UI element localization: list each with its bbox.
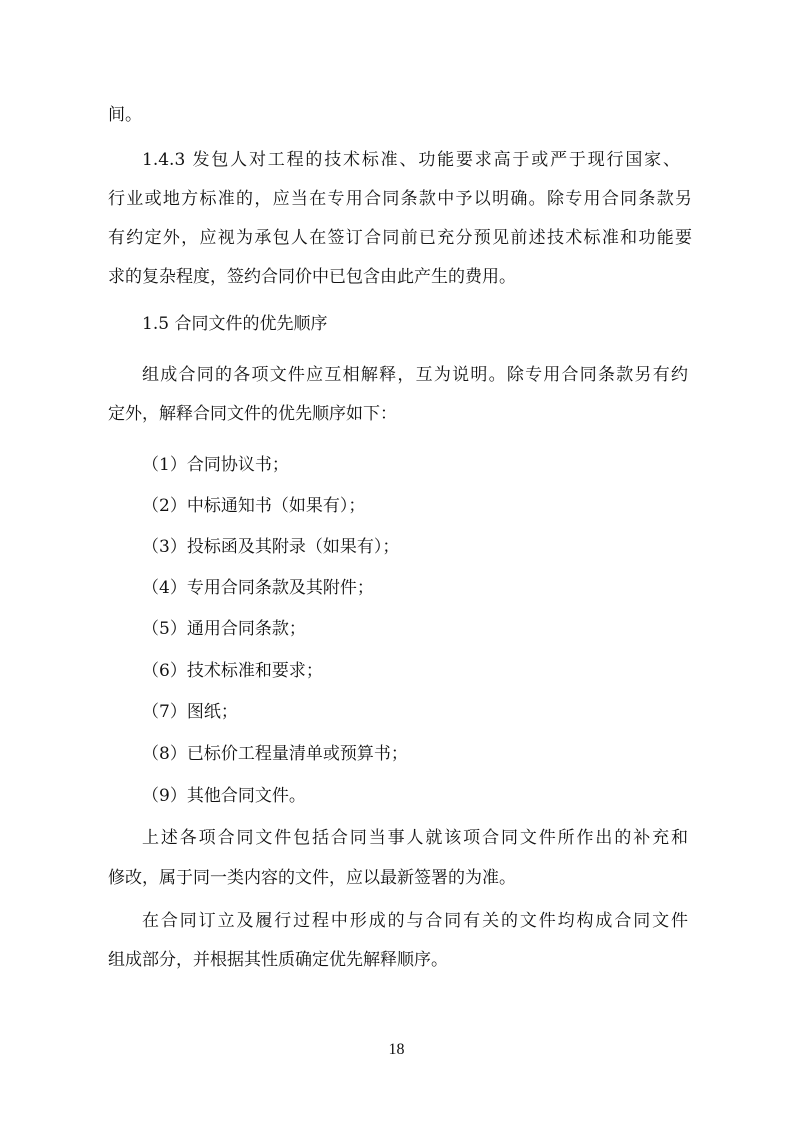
text-line: 定外，解释合同文件的优先顺序如下： (108, 404, 397, 424)
text-line: 间。 (108, 105, 142, 125)
text-line: 在合同订立及履行过程中形成的与合同有关的文件均构成合同文件 (142, 911, 688, 931)
text-line: 求的复杂程度，签约合同价中已包含由此产生的费用。 (108, 267, 516, 287)
text-line: 组成合同的各项文件应互相解释，互为说明。除专用合同条款另有约 (142, 365, 688, 385)
text-line: 修改，属于同一类内容的文件，应以最新签署的为准。 (108, 868, 516, 888)
text-line: 行业或地方标准的，应当在专用合同条款中予以明确。除专用合同条款另 (108, 189, 692, 209)
list-item: （7）图纸； (142, 702, 238, 722)
list-item: （3）投标函及其附录（如果有）； (142, 537, 400, 557)
list-item: （6）技术标准和要求； (142, 661, 323, 681)
list-item: （4）专用合同条款及其附件； (142, 578, 374, 598)
list-item: （5）通用合同条款； (142, 619, 306, 639)
list-item: （9）其他合同文件。 (142, 786, 306, 806)
list-item: （8）已标价工程量清单或预算书； (142, 744, 408, 764)
text-line: 组成部分，并根据其性质确定优先解释顺序。 (108, 950, 448, 970)
list-item: （2）中标通知书（如果有）； (142, 496, 366, 516)
list-item: （1）合同协议书； (142, 455, 289, 475)
section-1-4-3-line: 1.4.3 发包人对工程的技术标准、功能要求高于或严于现行国家、 (142, 150, 680, 170)
text-line: 上述各项合同文件包括合同当事人就该项合同文件所作出的补充和 (142, 828, 688, 848)
text-line: 有约定外，应视为承包人在签订合同前已充分预见前述技术标准和功能要 (108, 228, 692, 248)
page-number: 18 (388, 1041, 405, 1058)
section-heading-1-5: 1.5 合同文件的优先顺序 (142, 314, 328, 334)
